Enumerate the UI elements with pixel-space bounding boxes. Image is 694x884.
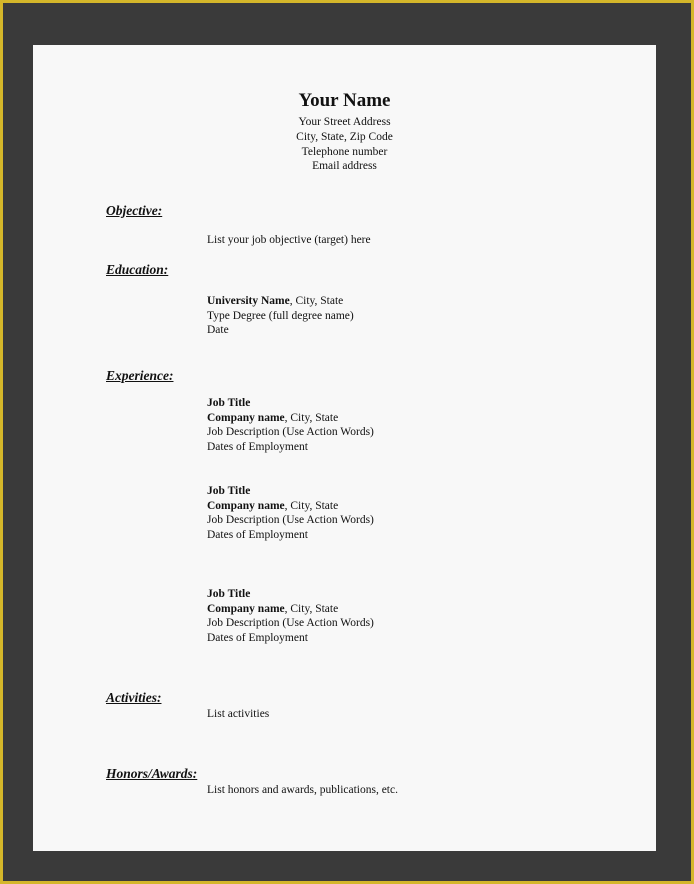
city-state-zip: City, State, Zip Code xyxy=(296,130,393,143)
employment-dates: Dates of Employment xyxy=(207,528,308,541)
honors-heading: Honors/Awards: xyxy=(106,766,198,781)
telephone: Telephone number xyxy=(301,145,388,158)
education-heading: Education: xyxy=(106,262,169,277)
resume-header xyxy=(33,89,656,174)
job-title: Job Title xyxy=(207,588,251,600)
job-entry xyxy=(207,396,374,454)
company-name: Company name xyxy=(207,411,285,424)
activities-heading: Activities: xyxy=(106,690,162,705)
employment-dates: Dates of Employment xyxy=(207,440,308,453)
university-line xyxy=(207,294,354,309)
objective-heading: Objective: xyxy=(106,203,163,218)
employment-dates: Dates of Employment xyxy=(207,631,308,644)
job-description: Job Description (Use Action Words) xyxy=(207,426,374,439)
resume-page xyxy=(33,45,656,851)
applicant-name: Your Name xyxy=(298,90,391,111)
honors-text: List honors and awards, publications, etc. xyxy=(207,784,398,796)
job-description: Job Description (Use Action Words) xyxy=(207,617,374,630)
company-line xyxy=(207,499,374,514)
degree-line: Type Degree (full degree name) xyxy=(207,309,354,322)
company-name: Company name xyxy=(207,602,285,615)
company-name: Company name xyxy=(207,499,285,512)
company-location: , City, State xyxy=(284,499,339,512)
job-description: Job Description (Use Action Words) xyxy=(207,514,374,527)
activities-text: List activities xyxy=(207,708,270,720)
education-block xyxy=(207,294,354,338)
university-location: , City, State xyxy=(289,295,344,307)
honors-block xyxy=(207,783,398,798)
job-entry xyxy=(207,587,374,645)
street-address: Your Street Address xyxy=(298,116,391,128)
company-location: , City, State xyxy=(284,602,339,615)
experience-heading: Experience: xyxy=(106,368,174,383)
job-title: Job Title xyxy=(207,485,251,497)
objective-text: List your job objective (target) here xyxy=(207,234,371,246)
job-entry xyxy=(207,484,374,542)
company-line xyxy=(207,602,374,617)
company-location: , City, State xyxy=(284,411,339,424)
job-title: Job Title xyxy=(207,397,251,409)
education-date: Date xyxy=(207,324,229,337)
company-line xyxy=(207,411,374,426)
email-address: Email address xyxy=(312,160,377,173)
objective-block xyxy=(207,233,371,248)
university-name: University Name xyxy=(207,295,290,307)
activities-block xyxy=(207,707,269,722)
